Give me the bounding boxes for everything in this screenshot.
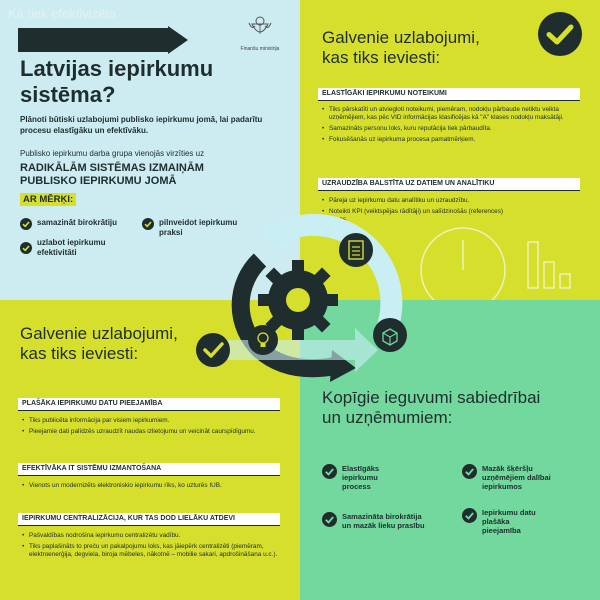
bullet-item: • Tiks paplašināts to preču un pakalpojumu loks, kas jāiepērk centralizēti (piemēram, elektroenerģija, degviela, biroja mēbeles, nākotnē – mobilie sakari, apdrošināšana u.c.). — [22, 543, 284, 559]
check-circle-icon — [142, 218, 154, 230]
section-header: EFEKTĪVĀKA IT SISTĒMU IZMANTOŠANA — [18, 463, 280, 475]
banner-text: Kā tiek efektivizēta — [8, 6, 117, 21]
section-title: Kopīgie ieguvumi sabiedrībai un uzņēmumiem: — [322, 388, 541, 427]
bar-chart-outline-icon — [522, 232, 582, 292]
bullet-item: • Pāreja uz iepirkumu datu analītiku un uzraudzību. — [322, 197, 522, 205]
bullet-list — [22, 532, 284, 562]
clock-outline-icon — [418, 225, 508, 300]
bullet-item: • Pieejamie dati palīdzēs uzraudzīt naudas izlietojumu un veicināt caurspīdīgumu. — [22, 428, 280, 436]
check-circle-icon — [538, 12, 582, 56]
section-title: Galvenie uzlabojumi, kas tiks ieviesti: — [20, 324, 178, 363]
bullet-list — [22, 482, 280, 493]
bullet-item: • Tiks publicēta informācija par visiem iepirkumiem. — [22, 417, 280, 425]
section-header: PLAŠĀKA IEPIRKUMU DATU PIEEJAMĪBA — [18, 398, 280, 410]
bullet-list — [322, 106, 580, 147]
section-header: ELASTĪGĀKI IEPIRKUMU NOTEIKUMI — [318, 88, 580, 100]
bullet-item: • Pašvaldības nodrošina iepirkumu centralizētu vadību. — [22, 532, 284, 540]
bullet-item: • Samazināts personu loks, kuru reputācija tiek pārbaudīta. — [322, 125, 580, 133]
quadrant-top-right — [300, 0, 600, 300]
check-circle-icon — [20, 242, 32, 254]
bullet-list — [322, 197, 522, 227]
check-circle-icon — [322, 512, 337, 527]
bullet-item: • Fokusēšanās uz iepirkuma procesa pamatmērķiem. — [322, 136, 580, 144]
title-line-1: Latvijas iepirkumu — [20, 56, 214, 81]
section-header: UZRAUDZĪBA BALSTĪTA UZ DATIEM UN ANALĪTIKU — [318, 178, 580, 190]
intro-text: Publisko iepirkumu darba grupa vienojās virzīties uz — [20, 149, 205, 158]
coat-of-arms-logo — [240, 14, 280, 52]
quadrant-bottom-right: Kopīgie ieguvumi sabiedrībai un uzņēmumiem: Elastīgāks iepirkumu process Mazāk šķēršļu uzņēmējiem dalībai iepirkumos Samazināta birokrātija un mazāk lieku prasību Iepirkumu datu plašāka pieejamība — [300, 300, 600, 600]
bullet-item: • Noteikti KPI (veiktspējas rādītāji) un salīdzinošās (references) cenas. — [322, 208, 522, 224]
quadrant-top-left: Kā tiek efektivizēta Finanšu ministrija Latvijas iepirkumu sistēma? Plānoti būtiski uzlabojumi publisko iepirkumu jomā, lai padarītu procesu elastīgāku un efektīvāku. Publisko iepirkumu darba grupa vienojās virzīties uz RADIKĀLĀM SISTĒMAS IZMAIŅĀM PUBLISKO IEPIRKUMU JOMĀ AR MĒRĶI: samazināt birokrātiju pilnveidot iepirkumu praksi uzlabot iepirkumu efektivitāti — [0, 0, 300, 300]
headline-line-1: RADIKĀLĀM SISTĒMAS IZMAIŅĀM — [20, 162, 204, 174]
page-title — [20, 56, 260, 108]
bullet-item: • Tiks pārskatīti un atviegloti noteikumi, piemēram, nodokļu pārbaude netiktu veikta uzņēmējiem, kas pēc VID informācijas klasificējas kā "A" klases nodokļu maksātāji. — [322, 106, 580, 122]
logo-text: Finanšu ministrija — [240, 46, 280, 52]
lead-text: Plānoti būtiski uzlabojumi publisko iepirkumu jomā, lai padarītu procesu elastīgāku un efektīvāku. — [20, 115, 263, 135]
headline-change — [20, 162, 290, 188]
check-circle-icon — [322, 464, 337, 479]
check-circle-icon — [462, 508, 477, 523]
aim-label: AR MĒRĶI: — [20, 193, 76, 206]
check-circle-icon — [20, 218, 32, 230]
check-circle-icon — [462, 464, 477, 479]
quadrant-bottom-left — [0, 300, 300, 600]
coat-of-arms-icon — [247, 14, 273, 40]
banner-arrow — [18, 26, 188, 54]
section-title: Galvenie uzlabojumi, kas tiks ieviesti: — [322, 28, 480, 67]
bullet-item: • Vienots un modernizēts elektroniskio iepirkumu rīks, ko uzturēs IUB. — [22, 482, 280, 490]
bullet-list — [22, 417, 280, 439]
headline-line-2: PUBLISKO IEPIRKUMU JOMĀ — [20, 175, 177, 187]
title-line-2: sistēma? — [20, 82, 116, 107]
section-header: IEPIRKUMU CENTRALIZĀCIJA, KUR TAS DOD LIELĀKU ATDEVI — [18, 513, 280, 525]
